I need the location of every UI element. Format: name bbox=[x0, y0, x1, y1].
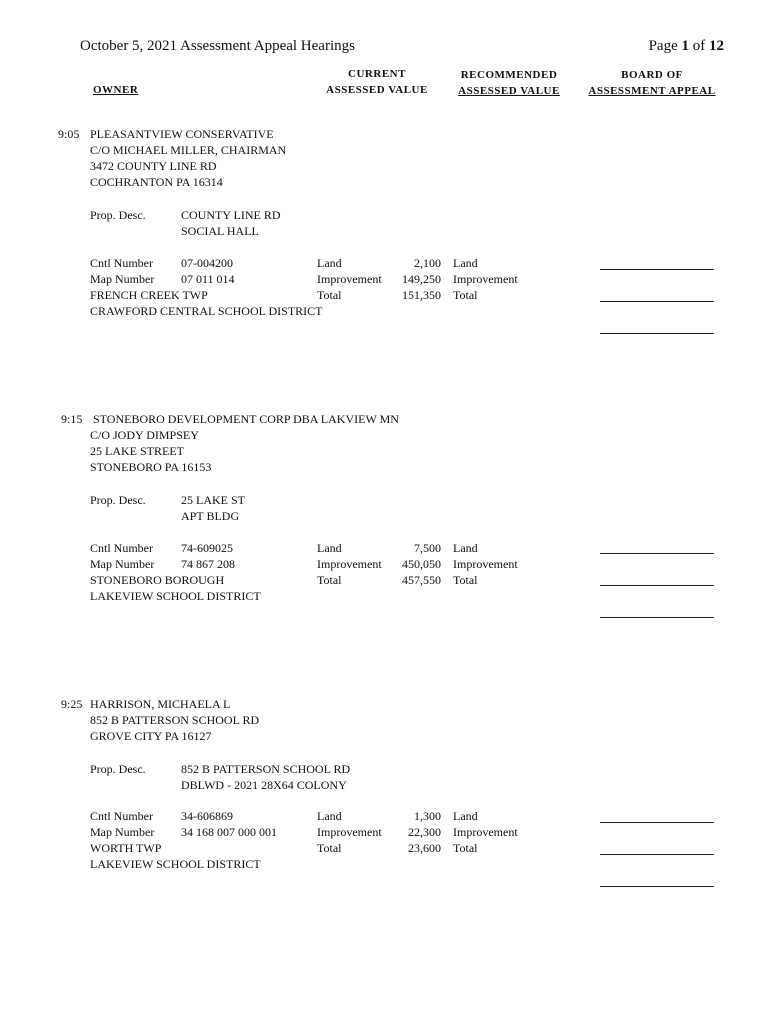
owner-line: C/O JODY DIMPSEY bbox=[90, 428, 199, 442]
recommended-assessed-value-header: RECOMMENDED ASSESSED VALUE bbox=[458, 69, 560, 97]
improvement-label: Improvement bbox=[317, 557, 382, 571]
map-number-label: Map Number bbox=[90, 557, 155, 571]
land-value: 1,300 bbox=[414, 809, 441, 823]
prop-desc-label: Prop. Desc. bbox=[90, 493, 146, 507]
owner-line: PLEASANTVIEW CONSERVATIVE bbox=[90, 127, 274, 141]
municipality: WORTH TWP bbox=[90, 841, 162, 855]
prop-desc-line: APT BLDG bbox=[181, 509, 240, 523]
recommended-improvement-label: Improvement bbox=[453, 557, 518, 571]
improvement-value: 450,050 bbox=[402, 557, 441, 571]
school-district: LAKEVIEW SCHOOL DISTRICT bbox=[90, 857, 261, 871]
total-label: Total bbox=[317, 288, 342, 302]
owner-line: STONEBORO DEVELOPMENT CORP DBA LAKVIEW MN bbox=[93, 412, 399, 426]
board-of-assessment-appeal-header: BOARD OF ASSESSMENT APPEAL bbox=[588, 69, 716, 97]
total-value: 23,600 bbox=[408, 841, 441, 855]
page-number: Page 1 of 12 bbox=[648, 38, 724, 54]
improvement-value: 149,250 bbox=[402, 272, 441, 286]
current-assessed-value-header: CURRENT ASSESSED VALUE bbox=[326, 68, 428, 96]
land-value: 2,100 bbox=[414, 256, 441, 270]
map-number-label: Map Number bbox=[90, 825, 155, 839]
total-value: 151,350 bbox=[402, 288, 441, 302]
map-number-label: Map Number bbox=[90, 272, 155, 286]
owner-line: GROVE CITY PA 16127 bbox=[90, 729, 212, 743]
recommended-total-label: Total bbox=[453, 288, 478, 302]
board-entry-blank-improvement bbox=[600, 585, 714, 586]
prop-desc-line: COUNTY LINE RD bbox=[181, 208, 281, 222]
cntl-number: 07-004200 bbox=[181, 256, 233, 270]
owner-line: C/O MICHAEL MILLER, CHAIRMAN bbox=[90, 143, 287, 157]
recommended-land-label: Land bbox=[453, 541, 478, 555]
map-number: 74 867 208 bbox=[181, 557, 235, 571]
prop-desc-line: SOCIAL HALL bbox=[181, 224, 259, 238]
prop-desc-line: 25 LAKE ST bbox=[181, 493, 245, 507]
municipality: STONEBORO BOROUGH bbox=[90, 573, 225, 587]
owner-line: 3472 COUNTY LINE RD bbox=[90, 159, 217, 173]
improvement-value: 22,300 bbox=[408, 825, 441, 839]
land-label: Land bbox=[317, 809, 342, 823]
cntl-number-label: Cntl Number bbox=[90, 256, 153, 270]
board-entry-blank-land bbox=[600, 553, 714, 554]
total-label: Total bbox=[317, 573, 342, 587]
owner-line: STONEBORO PA 16153 bbox=[90, 460, 212, 474]
hearing-time: 9:15 bbox=[61, 412, 83, 426]
total-value: 457,550 bbox=[402, 573, 441, 587]
map-number: 34 168 007 000 001 bbox=[181, 825, 277, 839]
owner-line: COCHRANTON PA 16314 bbox=[90, 175, 223, 189]
board-entry-blank-land bbox=[600, 269, 714, 270]
board-entry-blank-improvement bbox=[600, 301, 714, 302]
recommended-total-label: Total bbox=[453, 573, 478, 587]
recommended-land-label: Land bbox=[453, 809, 478, 823]
board-entry-blank-total bbox=[600, 886, 714, 887]
cntl-number: 34-606869 bbox=[181, 809, 233, 823]
board-entry-blank-land bbox=[600, 822, 714, 823]
hearing-time: 9:25 bbox=[61, 697, 83, 711]
owner-line: 852 B PATTERSON SCHOOL RD bbox=[90, 713, 260, 727]
cntl-number-label: Cntl Number bbox=[90, 541, 153, 555]
map-number: 07 011 014 bbox=[181, 272, 235, 286]
prop-desc-line: 852 B PATTERSON SCHOOL RD bbox=[181, 762, 351, 776]
cntl-number-label: Cntl Number bbox=[90, 809, 153, 823]
owner-column-header: OWNER bbox=[93, 84, 139, 96]
prop-desc-label: Prop. Desc. bbox=[90, 762, 146, 776]
recommended-total-label: Total bbox=[453, 841, 478, 855]
land-value: 7,500 bbox=[414, 541, 441, 555]
owner-line: HARRISON, MICHAELA L bbox=[90, 697, 231, 711]
recommended-improvement-label: Improvement bbox=[453, 825, 518, 839]
school-district: LAKEVIEW SCHOOL DISTRICT bbox=[90, 589, 261, 603]
land-label: Land bbox=[317, 256, 342, 270]
total-label: Total bbox=[317, 841, 342, 855]
recommended-improvement-label: Improvement bbox=[453, 272, 518, 286]
hearing-time: 9:05 bbox=[58, 127, 80, 141]
school-district: CRAWFORD CENTRAL SCHOOL DISTRICT bbox=[90, 304, 323, 318]
recommended-land-label: Land bbox=[453, 256, 478, 270]
document-title: October 5, 2021 Assessment Appeal Hearings bbox=[80, 38, 355, 54]
prop-desc-line: DBLWD - 2021 28X64 COLONY bbox=[181, 778, 347, 792]
board-entry-blank-total bbox=[600, 617, 714, 618]
board-entry-blank-improvement bbox=[600, 854, 714, 855]
prop-desc-label: Prop. Desc. bbox=[90, 208, 146, 222]
municipality: FRENCH CREEK TWP bbox=[90, 288, 208, 302]
owner-line: 25 LAKE STREET bbox=[90, 444, 184, 458]
cntl-number: 74-609025 bbox=[181, 541, 233, 555]
board-entry-blank-total bbox=[600, 333, 714, 334]
improvement-label: Improvement bbox=[317, 825, 382, 839]
improvement-label: Improvement bbox=[317, 272, 382, 286]
land-label: Land bbox=[317, 541, 342, 555]
